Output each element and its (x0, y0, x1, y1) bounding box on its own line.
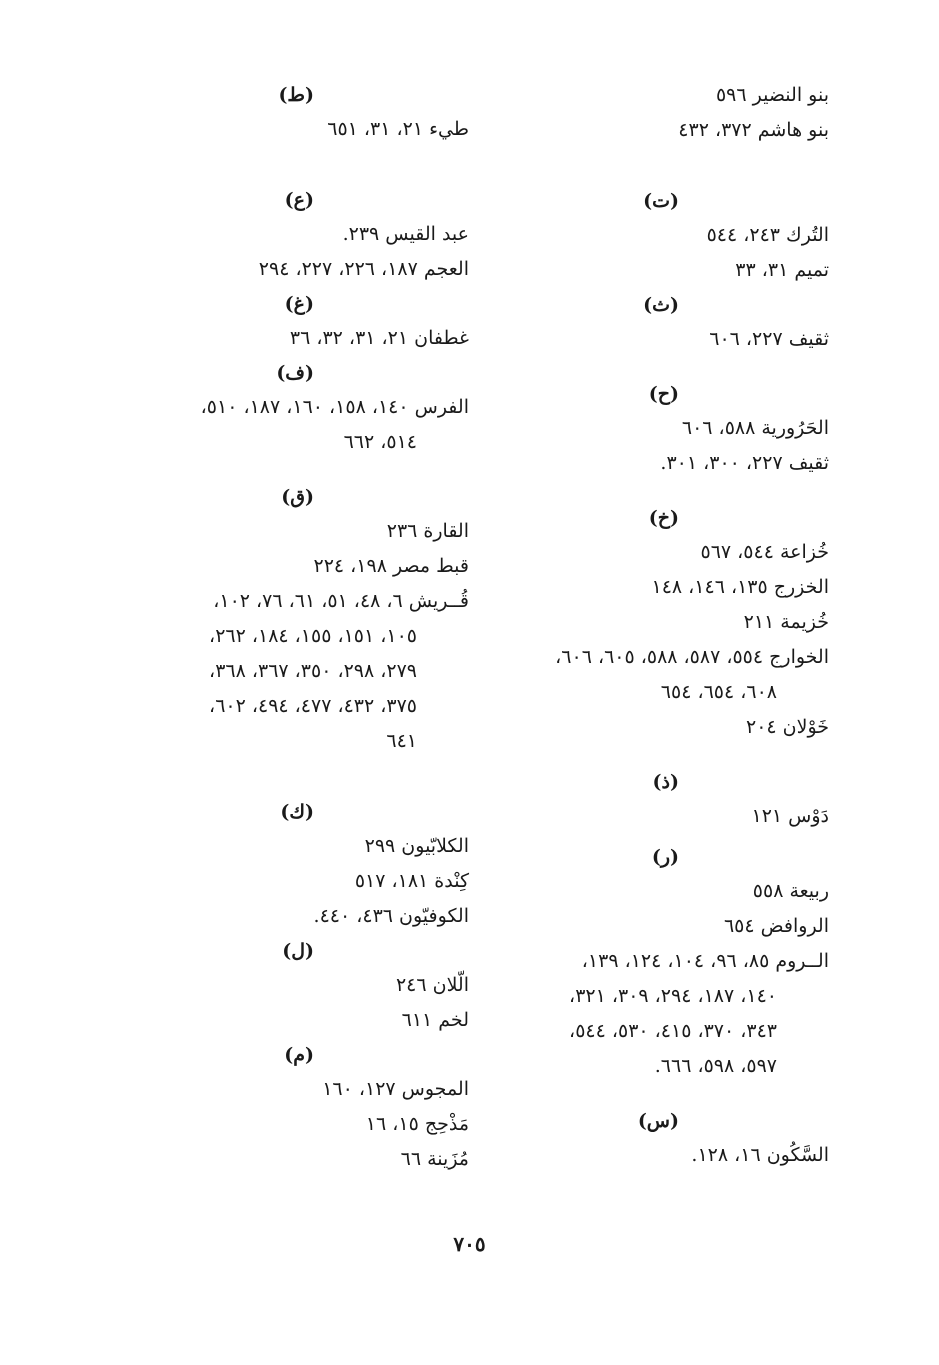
index-entry: التُرك ٢٤٣، ٥٤٤ (706, 224, 829, 246)
section-letter: (س) (637, 1110, 679, 1132)
right-column (489, 78, 829, 1173)
index-entry: مَذْحِج ١٥، ١٦ (365, 1113, 469, 1135)
page-number: ٧٠٥ (453, 1232, 486, 1256)
index-entry: دَوْس ١٢١ (751, 805, 829, 827)
index-entry-continued: ٦٤١ (386, 730, 417, 752)
index-entry-continued: ٦٠٨، ٦٥٤، ٦٥٤ (660, 681, 777, 703)
index-entry-continued: ٣٤٣، ٣٧٠، ٤١٥، ٥٣٠، ٥٤٤، (569, 1020, 777, 1042)
index-entry: المجوس ١٢٧، ١٦٠ (322, 1078, 469, 1100)
section-letter: (ل) (282, 940, 314, 962)
left-column (124, 78, 469, 1177)
section-ta-heavy (124, 78, 469, 147)
section-letter: (غ) (284, 293, 314, 315)
index-entry: القارة ٢٣٦ (386, 520, 469, 542)
section-letter: (ق) (281, 486, 314, 508)
index-entry: خَوْلان ٢٠٤ (745, 716, 829, 738)
index-entry-continued: ٥١٤، ٦٦٢ (343, 431, 417, 453)
index-entry: كِنْدة ١٨١، ٥١٧ (354, 870, 469, 892)
section-letter: (ك) (280, 801, 314, 823)
section-ha (489, 377, 829, 481)
section-letter: (خ) (648, 507, 679, 529)
index-entry: خُزاعة ٥٤٤، ٥٦٧ (700, 541, 829, 563)
index-entry: السَّكُون ١٦، ١٢٨. (691, 1144, 829, 1166)
index-entry-continued: ١٠٥، ١٥١، ١٥٥، ١٨٤، ٢٦٢، (209, 625, 417, 647)
index-entry-continued: ٣٧٥، ٤٣٢، ٤٧٧، ٤٩٤، ٦٠٢، (209, 695, 417, 717)
index-entry: بنو هاشم ٣٧٢، ٤٣٢ (678, 119, 829, 141)
section-letter: (م) (284, 1044, 314, 1066)
index-entry: عبد القيس ٢٣٩. (342, 223, 469, 245)
index-entry: خُزيمة ٢١١ (743, 611, 829, 633)
section-ghain (124, 287, 469, 356)
index-entry: لخم ٦١١ (401, 1009, 469, 1031)
section-ra (489, 840, 829, 1084)
index-entry: الفرس ١٤٠، ١٥٨، ١٦٠، ١٨٧، ٥١٠، (200, 396, 469, 418)
section-letter: (ر) (651, 846, 679, 868)
index-entry: قُــريش ٦، ٤٨، ٥١، ٦١، ٧٦، ١٠٢، (213, 590, 469, 612)
index-entry: الخزرج ١٣٥، ١٤٦، ١٤٨ (651, 576, 829, 598)
index-entry: تميم ٣١، ٣٣ (735, 259, 829, 281)
section-tha (489, 288, 829, 357)
section-kha (489, 501, 829, 745)
section-lam (124, 934, 469, 1038)
section-ain (124, 183, 469, 287)
index-entry: ربيعة ٥٥٨ (752, 880, 829, 902)
section-qaf (124, 480, 469, 759)
index-entry: الكوفيّون ٤٣٦، ٤٤٠. (313, 905, 469, 927)
section-letter: (ح) (648, 383, 679, 405)
index-entry: الّلان ٢٤٦ (395, 974, 469, 996)
index-entry: قبط مصر ١٩٨، ٢٢٤ (313, 555, 469, 577)
section-kaf (124, 795, 469, 934)
index-entry: طيء ٢١، ٣١، ٦٥١ (327, 118, 469, 140)
section-dhal (489, 765, 829, 834)
section-mim (124, 1038, 469, 1177)
index-entry: الروافض ٦٥٤ (723, 915, 829, 937)
index-entry-continued: ٥٩٧، ٥٩٨، ٦٦٦. (654, 1055, 777, 1077)
index-entry: ثقيف ٢٢٧، ٦٠٦ (709, 328, 829, 350)
index-entry: مُزَينة ٦٦ (400, 1148, 469, 1170)
section-ta (489, 184, 829, 288)
index-entry-continued: ٢٧٩، ٢٩٨، ٣٥٠، ٣٦٧، ٣٦٨، (209, 660, 417, 682)
index-entry: الخوارج ٥٥٤، ٥٨٧، ٥٨٨، ٦٠٥، ٦٠٦، (555, 646, 829, 668)
section-letter: (ت) (643, 190, 679, 212)
index-entry: غطفان ٢١، ٣١، ٣٢، ٣٦ (289, 327, 469, 349)
index-entry: الحَرُورية ٥٨٨، ٦٠٦ (681, 417, 829, 439)
index-entry-continued: ١٤٠، ١٨٧، ٢٩٤، ٣٠٩، ٣٢١، (569, 985, 777, 1007)
section-sin (489, 1104, 829, 1173)
index-entry: ثقيف ٢٢٧، ٣٠٠، ٣٠١. (660, 452, 829, 474)
index-entry: العجم ١٨٧، ٢٢٦، ٢٢٧، ٢٩٤ (258, 258, 469, 280)
index-entry: الــروم ٨٥، ٩٦، ١٠٤، ١٢٤، ١٣٩، (581, 950, 829, 972)
section-fa (124, 356, 469, 460)
section-letter: (ث) (643, 294, 679, 316)
section-letter: (ف) (276, 362, 314, 384)
section-letter: (ط) (278, 84, 314, 106)
index-entry: الكلابّيون ٢٩٩ (364, 835, 469, 857)
section-letter: (ذ) (652, 771, 679, 793)
section-letter: (ع) (284, 189, 314, 211)
index-entry: بنو النضير ٥٩٦ (715, 84, 829, 106)
